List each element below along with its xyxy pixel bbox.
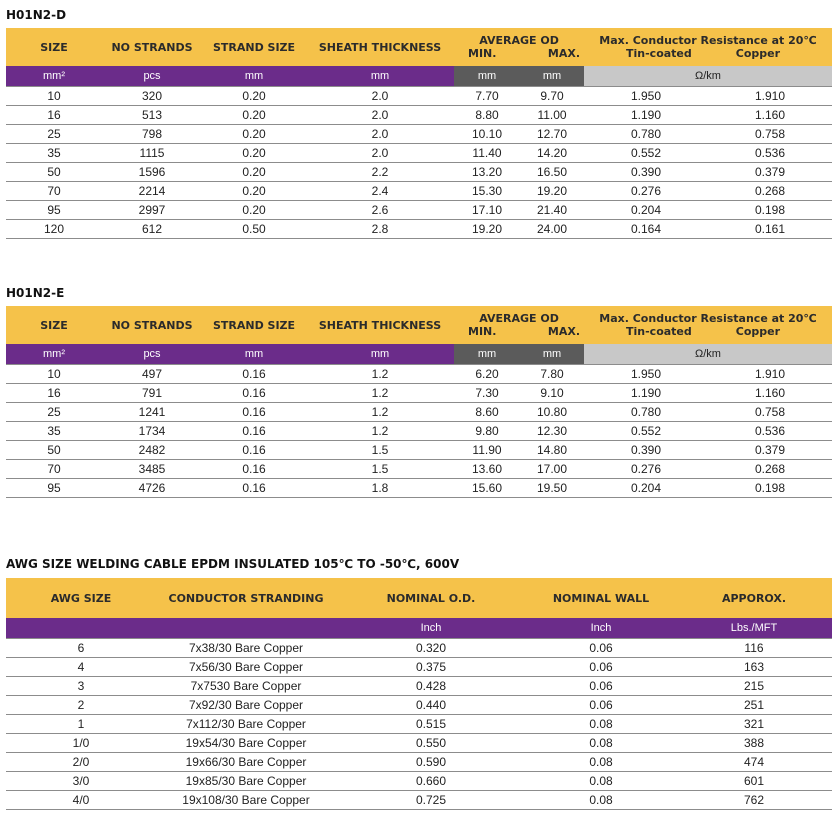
table-cell: 2 <box>6 696 156 715</box>
col-strand-size: STRAND SIZE <box>202 28 306 66</box>
table-cell: 0.536 <box>708 422 832 441</box>
unit-wall: Inch <box>526 618 676 639</box>
table-cell: 1115 <box>102 144 202 163</box>
table-cell: 0.375 <box>336 658 526 677</box>
table-cell: 16.50 <box>520 163 584 182</box>
unit-strands: pcs <box>102 66 202 87</box>
table-row <box>6 696 832 715</box>
table-cell: 9.10 <box>520 384 584 403</box>
unit-resistance: Ω/km <box>584 344 832 365</box>
table-cell: 0.06 <box>526 696 676 715</box>
table-cell: 4726 <box>102 479 202 498</box>
table-row <box>6 87 832 106</box>
tin-coated-label: Tin-coated <box>626 325 692 338</box>
table-cell: 1734 <box>102 422 202 441</box>
table-cell: 215 <box>676 677 832 696</box>
table-cell: 14.20 <box>520 144 584 163</box>
table-cell: 0.20 <box>202 106 306 125</box>
table-cell: 0.16 <box>202 441 306 460</box>
col-average-od <box>454 28 584 66</box>
table-cell: 1.950 <box>584 87 708 106</box>
table-cell: 8.80 <box>454 106 520 125</box>
unit-awg <box>6 618 156 639</box>
section-title-h01n2-e: H01N2-E <box>6 286 65 300</box>
table-cell: 1/0 <box>6 734 156 753</box>
table-cell: 0.780 <box>584 403 708 422</box>
average-od-label: AVERAGE OD <box>479 34 559 47</box>
table-cell: 2.0 <box>306 125 454 144</box>
table-cell: 11.00 <box>520 106 584 125</box>
table-cell: 95 <box>6 201 102 220</box>
table-cell: 1.2 <box>306 403 454 422</box>
table-cell: 7x38/30 Bare Copper <box>156 639 336 658</box>
table-cell: 2.8 <box>306 220 454 239</box>
table-cell: 12.30 <box>520 422 584 441</box>
table-cell: 11.90 <box>454 441 520 460</box>
unit-od: Inch <box>336 618 526 639</box>
table-cell: 0.16 <box>202 365 306 384</box>
unit-max: mm <box>520 344 584 365</box>
table-cell: 0.276 <box>584 182 708 201</box>
table-cell: 762 <box>676 791 832 810</box>
table-cell: 0.16 <box>202 384 306 403</box>
col-nominal-wall: NOMINAL WALL <box>526 578 676 618</box>
table-cell: 0.16 <box>202 422 306 441</box>
table-cell: 0.08 <box>526 791 676 810</box>
table-cell: 0.515 <box>336 715 526 734</box>
table-cell: 0.268 <box>708 460 832 479</box>
table-cell: 0.08 <box>526 734 676 753</box>
max-label: MAX. <box>547 47 581 60</box>
table-cell: 9.80 <box>454 422 520 441</box>
table-cell: 13.20 <box>454 163 520 182</box>
table-cell: 0.390 <box>584 163 708 182</box>
table-cell: 513 <box>102 106 202 125</box>
table-cell: 0.50 <box>202 220 306 239</box>
table-cell: 120 <box>6 220 102 239</box>
table-cell: 9.70 <box>520 87 584 106</box>
table-cell: 0.758 <box>708 403 832 422</box>
table-cell: 0.379 <box>708 441 832 460</box>
table-cell: 7.80 <box>520 365 584 384</box>
table-cell: 35 <box>6 422 102 441</box>
table-cell: 3/0 <box>6 772 156 791</box>
table-cell: 474 <box>676 753 832 772</box>
table-cell: 25 <box>6 125 102 144</box>
awg-table <box>6 578 832 810</box>
table-row <box>6 422 832 441</box>
table-row <box>6 441 832 460</box>
table-cell: 1.5 <box>306 441 454 460</box>
table-cell: 163 <box>676 658 832 677</box>
table-cell: 0.590 <box>336 753 526 772</box>
table-cell: 70 <box>6 460 102 479</box>
table-cell: 0.08 <box>526 753 676 772</box>
unit-strands: pcs <box>102 344 202 365</box>
table-row <box>6 384 832 403</box>
min-label: MIN. <box>468 325 497 338</box>
table-cell: 2.2 <box>306 163 454 182</box>
unit-size: mm² <box>6 66 102 87</box>
table-cell: 0.20 <box>202 201 306 220</box>
table-cell: 0.20 <box>202 144 306 163</box>
table-cell: 0.552 <box>584 144 708 163</box>
table-cell: 0.204 <box>584 479 708 498</box>
table-cell: 0.161 <box>708 220 832 239</box>
table-cell: 1.950 <box>584 365 708 384</box>
min-label: MIN. <box>468 47 497 60</box>
col-strand-size: STRAND SIZE <box>202 306 306 344</box>
table-cell: 497 <box>102 365 202 384</box>
table-cell: 0.390 <box>584 441 708 460</box>
table-cell: 19x85/30 Bare Copper <box>156 772 336 791</box>
table-row <box>6 639 832 658</box>
table-row <box>6 753 832 772</box>
table-cell: 0.550 <box>336 734 526 753</box>
table-cell: 0.16 <box>202 479 306 498</box>
unit-max: mm <box>520 66 584 87</box>
col-stranding: CONDUCTOR STRANDING <box>156 578 336 618</box>
table-cell: 1.190 <box>584 106 708 125</box>
max-label: MAX. <box>547 325 581 338</box>
h01n2-e-table <box>6 306 832 498</box>
table-row <box>6 791 832 810</box>
h01n2-e-rows <box>6 365 832 498</box>
table-cell: 7x92/30 Bare Copper <box>156 696 336 715</box>
unit-min: mm <box>454 344 520 365</box>
table-row <box>6 106 832 125</box>
table-cell: 0.20 <box>202 87 306 106</box>
unit-stranding <box>156 618 336 639</box>
col-strands: NO STRANDS <box>102 306 202 344</box>
table-cell: 2.4 <box>306 182 454 201</box>
table-cell: 17.00 <box>520 460 584 479</box>
table-cell: 2214 <box>102 182 202 201</box>
table-cell: 16 <box>6 384 102 403</box>
table-row <box>6 460 832 479</box>
table-cell: 19.20 <box>454 220 520 239</box>
table-cell: 14.80 <box>520 441 584 460</box>
table-row <box>6 144 832 163</box>
table-cell: 1.160 <box>708 384 832 403</box>
table-cell: 19x54/30 Bare Copper <box>156 734 336 753</box>
table-cell: 10 <box>6 87 102 106</box>
table-cell: 0.268 <box>708 182 832 201</box>
table-cell: 10 <box>6 365 102 384</box>
table-cell: 0.660 <box>336 772 526 791</box>
h01n2-d-table <box>6 28 832 239</box>
table-cell: 2.0 <box>306 144 454 163</box>
table-row <box>6 677 832 696</box>
table-cell: 7.30 <box>454 384 520 403</box>
table-cell: 19x108/30 Bare Copper <box>156 791 336 810</box>
table-cell: 2/0 <box>6 753 156 772</box>
unit-sheath: mm <box>306 344 454 365</box>
table-row <box>6 734 832 753</box>
col-sheath: SHEATH THICKNESS <box>306 28 454 66</box>
table-cell: 95 <box>6 479 102 498</box>
table-cell: 1.160 <box>708 106 832 125</box>
col-size: SIZE <box>6 306 102 344</box>
table-cell: 320 <box>102 87 202 106</box>
table-cell: 3 <box>6 677 156 696</box>
table-cell: 2.0 <box>306 87 454 106</box>
awg-rows <box>6 639 832 810</box>
table-cell: 1.2 <box>306 365 454 384</box>
table-row <box>6 658 832 677</box>
table-cell: 0.08 <box>526 772 676 791</box>
table-cell: 17.10 <box>454 201 520 220</box>
table-cell: 1.910 <box>708 87 832 106</box>
col-size: SIZE <box>6 28 102 66</box>
table-cell: 25 <box>6 403 102 422</box>
table-cell: 7x7530 Bare Copper <box>156 677 336 696</box>
table-cell: 50 <box>6 441 102 460</box>
table-row <box>6 125 832 144</box>
table-row <box>6 220 832 239</box>
table-row <box>6 163 832 182</box>
table-row <box>6 479 832 498</box>
table-cell: 1.5 <box>306 460 454 479</box>
table-cell: 116 <box>676 639 832 658</box>
table-row <box>6 403 832 422</box>
table-cell: 0.06 <box>526 658 676 677</box>
table-cell: 0.440 <box>336 696 526 715</box>
table-cell: 2482 <box>102 441 202 460</box>
table-cell: 791 <box>102 384 202 403</box>
table-cell: 1.2 <box>306 384 454 403</box>
table-cell: 24.00 <box>520 220 584 239</box>
unit-strand-size: mm <box>202 66 306 87</box>
table-cell: 0.758 <box>708 125 832 144</box>
table-cell: 10.10 <box>454 125 520 144</box>
table-cell: 4 <box>6 658 156 677</box>
table-cell: 6.20 <box>454 365 520 384</box>
table-cell: 1241 <box>102 403 202 422</box>
col-approx: APPOROX. <box>676 578 832 618</box>
copper-label: Copper <box>735 47 781 60</box>
table-cell: 0.725 <box>336 791 526 810</box>
table-cell: 19x66/30 Bare Copper <box>156 753 336 772</box>
table-cell: 11.40 <box>454 144 520 163</box>
table-cell: 0.320 <box>336 639 526 658</box>
table-cell: 0.198 <box>708 201 832 220</box>
table-cell: 15.30 <box>454 182 520 201</box>
table-cell: 0.276 <box>584 460 708 479</box>
table-cell: 19.50 <box>520 479 584 498</box>
table-cell: 12.70 <box>520 125 584 144</box>
section-title-awg: AWG SIZE WELDING CABLE EPDM INSULATED 105℃ TO -50℃, 600V <box>6 557 460 571</box>
table-cell: 15.60 <box>454 479 520 498</box>
table-cell: 16 <box>6 106 102 125</box>
table-cell: 321 <box>676 715 832 734</box>
col-average-od <box>454 306 584 344</box>
h01n2-d-rows <box>6 87 832 239</box>
table-cell: 0.06 <box>526 639 676 658</box>
table-cell: 0.06 <box>526 677 676 696</box>
unit-min: mm <box>454 66 520 87</box>
table-cell: 35 <box>6 144 102 163</box>
table-cell: 4/0 <box>6 791 156 810</box>
resistance-label: Max. Conductor Resistance at 20℃ <box>599 34 817 47</box>
col-strands: NO STRANDS <box>102 28 202 66</box>
table-cell: 2997 <box>102 201 202 220</box>
table-cell: 19.20 <box>520 182 584 201</box>
resistance-label: Max. Conductor Resistance at 20℃ <box>599 312 817 325</box>
table-cell: 8.60 <box>454 403 520 422</box>
table-cell: 2.6 <box>306 201 454 220</box>
table-cell: 612 <box>102 220 202 239</box>
table-cell: 21.40 <box>520 201 584 220</box>
table-row <box>6 201 832 220</box>
table-row <box>6 365 832 384</box>
table-cell: 0.379 <box>708 163 832 182</box>
table-cell: 0.16 <box>202 460 306 479</box>
table-cell: 601 <box>676 772 832 791</box>
copper-label: Copper <box>735 325 781 338</box>
table-cell: 50 <box>6 163 102 182</box>
table-row <box>6 715 832 734</box>
col-sheath: SHEATH THICKNESS <box>306 306 454 344</box>
table-cell: 1 <box>6 715 156 734</box>
table-cell: 0.20 <box>202 125 306 144</box>
unit-resistance: Ω/km <box>584 66 832 87</box>
table-cell: 0.16 <box>202 403 306 422</box>
col-nominal-od: NOMINAL O.D. <box>336 578 526 618</box>
table-cell: 0.552 <box>584 422 708 441</box>
average-od-label: AVERAGE OD <box>479 312 559 325</box>
unit-approx: Lbs./MFT <box>676 618 832 639</box>
table-cell: 0.20 <box>202 182 306 201</box>
col-resistance <box>584 28 832 66</box>
table-cell: 0.08 <box>526 715 676 734</box>
table-cell: 251 <box>676 696 832 715</box>
table-cell: 1.190 <box>584 384 708 403</box>
unit-sheath: mm <box>306 66 454 87</box>
section-title-h01n2-d: H01N2-D <box>6 8 67 22</box>
table-cell: 798 <box>102 125 202 144</box>
table-cell: 1.910 <box>708 365 832 384</box>
table-cell: 1.8 <box>306 479 454 498</box>
table-cell: 2.0 <box>306 106 454 125</box>
unit-size: mm² <box>6 344 102 365</box>
table-cell: 7.70 <box>454 87 520 106</box>
table-cell: 7x56/30 Bare Copper <box>156 658 336 677</box>
table-cell: 1.2 <box>306 422 454 441</box>
table-cell: 0.536 <box>708 144 832 163</box>
table-cell: 0.20 <box>202 163 306 182</box>
table-row <box>6 772 832 791</box>
tin-coated-label: Tin-coated <box>626 47 692 60</box>
table-cell: 3485 <box>102 460 202 479</box>
table-cell: 0.164 <box>584 220 708 239</box>
table-cell: 70 <box>6 182 102 201</box>
table-cell: 388 <box>676 734 832 753</box>
table-cell: 13.60 <box>454 460 520 479</box>
table-cell: 10.80 <box>520 403 584 422</box>
col-resistance <box>584 306 832 344</box>
col-awg-size: AWG SIZE <box>6 578 156 618</box>
unit-strand-size: mm <box>202 344 306 365</box>
table-cell: 6 <box>6 639 156 658</box>
table-cell: 0.198 <box>708 479 832 498</box>
table-cell: 0.204 <box>584 201 708 220</box>
table-cell: 7x112/30 Bare Copper <box>156 715 336 734</box>
table-row <box>6 182 832 201</box>
table-cell: 1596 <box>102 163 202 182</box>
table-cell: 0.428 <box>336 677 526 696</box>
table-cell: 0.780 <box>584 125 708 144</box>
